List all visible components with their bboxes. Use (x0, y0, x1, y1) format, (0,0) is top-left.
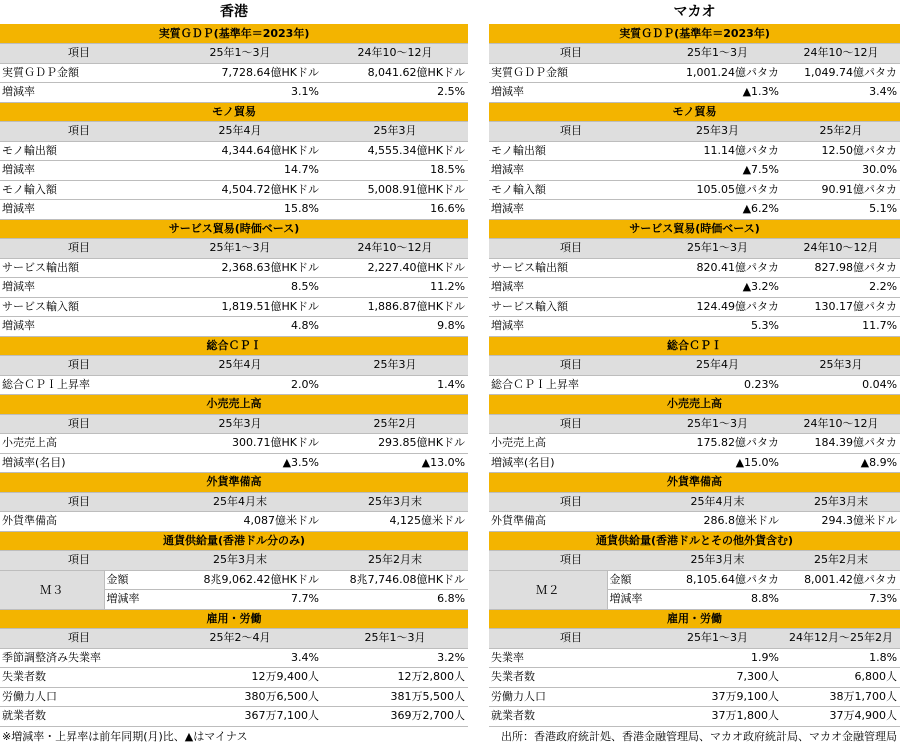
row-label: 失業率 (489, 648, 653, 668)
column-header-previous: 25年2月 (322, 414, 468, 434)
table-row (489, 258, 900, 278)
row-value-current: 820.41億パタカ (653, 258, 782, 278)
row-value-current: 3.1% (158, 83, 322, 103)
table-row (489, 278, 900, 298)
row-value-current: 8.8% (653, 590, 782, 610)
table-row (489, 83, 900, 103)
column-header-previous: 25年3月 (322, 122, 468, 142)
section-title: 通貨供給量(香港ドル分のみ) (0, 531, 468, 551)
row-value-current: 15.8% (158, 200, 322, 220)
column-header-item: 項目 (489, 492, 653, 512)
row-label: 外貨準備高 (489, 512, 653, 532)
row-label: 労働力人口 (0, 687, 158, 707)
row-label: 増減率 (489, 278, 653, 298)
column-header-current: 25年4月 (158, 356, 322, 376)
row-label: 増減率 (0, 278, 158, 298)
section-title: 総合ＣＰＩ (489, 336, 900, 356)
hong-kong-table (0, 24, 468, 727)
column-header-previous: 24年12月～25年2月 (782, 629, 900, 649)
column-header-previous: 24年10～12月 (322, 44, 468, 64)
column-header-row (0, 122, 468, 142)
row-value-current: 7,728.64億HKドル (158, 63, 322, 83)
column-header-item: 項目 (0, 629, 158, 649)
row-value-previous: 130.17億パタカ (782, 297, 900, 317)
row-value-current: 7,300人 (653, 668, 782, 688)
section-title: 実質ＧＤＰ(基準年＝2023年) (489, 24, 900, 44)
table-row (489, 161, 900, 181)
row-value-current: 7.7% (158, 590, 322, 610)
row-label: 総合ＣＰＩ上昇率 (489, 375, 653, 395)
table-row (0, 434, 468, 454)
row-value-previous: 8,001.42億パタカ (782, 570, 900, 590)
column-header-row (489, 356, 900, 376)
row-value-current: ▲3.2% (653, 278, 782, 298)
column-header-row (0, 239, 468, 259)
row-value-previous: 12万2,800人 (322, 668, 468, 688)
row-label: モノ輸出額 (489, 141, 653, 161)
column-header-item: 項目 (0, 551, 158, 571)
row-label: 増減率 (489, 200, 653, 220)
row-label: モノ輸出額 (0, 141, 158, 161)
row-label: モノ輸入額 (489, 180, 653, 200)
row-value-previous: 30.0% (782, 161, 900, 181)
row-value-current: 300.71億HKドル (158, 434, 322, 454)
row-label: 実質ＧＤＰ金額 (0, 63, 158, 83)
row-value-current: 1.9% (653, 648, 782, 668)
column-header-current: 25年1～3月 (653, 629, 782, 649)
row-value-current: ▲3.5% (158, 453, 322, 473)
row-label: 増減率 (489, 83, 653, 103)
column-header-item: 項目 (0, 122, 158, 142)
row-value-previous: 184.39億パタカ (782, 434, 900, 454)
column-header-row (0, 629, 468, 649)
row-value-current: 37万1,800人 (653, 707, 782, 727)
column-header-current: 25年1～3月 (158, 239, 322, 259)
row-label: 失業者数 (489, 668, 653, 688)
macau-panel (489, 0, 900, 727)
row-value-previous: 293.85億HKドル (322, 434, 468, 454)
table-row (489, 453, 900, 473)
hong-kong-title: 香港 (220, 4, 248, 20)
row-value-previous: 6,800人 (782, 668, 900, 688)
section-title: サービス貿易(時価ベース) (489, 219, 900, 239)
row-value-previous: 1,886.87億HKドル (322, 297, 468, 317)
table-row (489, 317, 900, 337)
macau-table (489, 24, 900, 727)
section-header (489, 24, 900, 44)
section-header (0, 336, 468, 356)
section-title: 実質ＧＤＰ(基準年＝2023年) (0, 24, 468, 44)
section-header (489, 609, 900, 629)
column-header-row (489, 44, 900, 64)
column-header-item: 項目 (489, 122, 653, 142)
column-header-item: 項目 (0, 492, 158, 512)
row-label: 就業者数 (0, 707, 158, 727)
row-value-previous: 2.2% (782, 278, 900, 298)
table-row (489, 687, 900, 707)
row-label: 小売売上高 (0, 434, 158, 454)
row-label: 増減率 (0, 200, 158, 220)
row-value-current: 2.0% (158, 375, 322, 395)
row-value-current: 3.4% (158, 648, 322, 668)
column-header-previous: 25年3月 (322, 356, 468, 376)
row-label: 労働力人口 (489, 687, 653, 707)
column-header-item: 項目 (489, 414, 653, 434)
column-header-current: 25年3月末 (653, 551, 782, 571)
section-header (0, 102, 468, 122)
row-value-current: ▲15.0% (653, 453, 782, 473)
table-row (0, 141, 468, 161)
row-value-previous: 369万2,700人 (322, 707, 468, 727)
row-label: 季節調整済み失業率 (0, 648, 158, 668)
table-row (0, 180, 468, 200)
column-header-previous: 25年2月 (782, 122, 900, 142)
column-header-item: 項目 (489, 44, 653, 64)
table-row (489, 434, 900, 454)
row-value-current: ▲7.5% (653, 161, 782, 181)
row-value-previous: 5.1% (782, 200, 900, 220)
table-row (489, 570, 900, 590)
column-header-row (489, 551, 900, 571)
row-label: 実質ＧＤＰ金額 (489, 63, 653, 83)
section-title: 雇用・労働 (0, 609, 468, 629)
column-header-row (0, 551, 468, 571)
row-value-previous: 18.5% (322, 161, 468, 181)
column-header-current: 25年4月末 (653, 492, 782, 512)
row-label: 増減率 (104, 590, 158, 610)
row-value-previous: 37万4,900人 (782, 707, 900, 727)
row-value-current: 37万9,100人 (653, 687, 782, 707)
section-title: 外貨準備高 (489, 473, 900, 493)
table-row (0, 668, 468, 688)
row-label: 小売売上高 (489, 434, 653, 454)
row-value-previous: 38万1,700人 (782, 687, 900, 707)
money-aggregate-label: Ｍ２ (489, 570, 607, 609)
column-header-previous: 25年3月 (782, 356, 900, 376)
row-label: 増減率 (489, 161, 653, 181)
column-header-row (489, 414, 900, 434)
row-label: 増減率 (0, 317, 158, 337)
section-header (489, 219, 900, 239)
row-label: サービス輸入額 (0, 297, 158, 317)
row-value-previous: 827.98億パタカ (782, 258, 900, 278)
column-header-current: 25年1～3月 (158, 44, 322, 64)
row-value-current: 175.82億パタカ (653, 434, 782, 454)
column-header-current: 25年3月末 (158, 551, 322, 571)
column-header-item: 項目 (489, 356, 653, 376)
column-header-current: 25年1～3月 (653, 414, 782, 434)
column-header-previous: 24年10～12月 (782, 239, 900, 259)
row-label: 増減率 (607, 590, 653, 610)
table-row (0, 258, 468, 278)
row-value-previous: 1,049.74億パタカ (782, 63, 900, 83)
row-value-current: 14.7% (158, 161, 322, 181)
row-value-previous: 0.04% (782, 375, 900, 395)
row-label: 総合ＣＰＩ上昇率 (0, 375, 158, 395)
row-value-previous: 90.91億パタカ (782, 180, 900, 200)
column-header-current: 25年1～3月 (653, 239, 782, 259)
column-header-previous: 24年10～12月 (322, 239, 468, 259)
section-title: サービス貿易(時価ベース) (0, 219, 468, 239)
column-header-previous: 24年10～12月 (782, 414, 900, 434)
row-value-current: 8兆9,062.42億HKドル (158, 570, 322, 590)
footnote: ※増減率・上昇率は前年同期(月)比、▲はマイナス (2, 730, 248, 743)
section-header (489, 336, 900, 356)
section-title: モノ貿易 (0, 102, 468, 122)
table-row (489, 375, 900, 395)
table-row (0, 297, 468, 317)
column-header-previous: 25年3月末 (322, 492, 468, 512)
row-value-current: 286.8億米ドル (653, 512, 782, 532)
row-value-previous: 8,041.62億HKドル (322, 63, 468, 83)
row-value-previous: 8兆7,746.08億HKドル (322, 570, 468, 590)
row-value-current: 5.3% (653, 317, 782, 337)
column-header-item: 項目 (0, 356, 158, 376)
row-label: 増減率(名目) (489, 453, 653, 473)
column-header-item: 項目 (489, 551, 653, 571)
row-value-previous: 4,125億米ドル (322, 512, 468, 532)
column-header-previous: 25年2月末 (782, 551, 900, 571)
row-value-current: 8,105.64億パタカ (653, 570, 782, 590)
row-label: 増減率 (0, 83, 158, 103)
row-value-current: 1,819.51億HKドル (158, 297, 322, 317)
row-label: 金額 (104, 570, 158, 590)
table-row (489, 648, 900, 668)
row-value-previous: 1.4% (322, 375, 468, 395)
column-header-row (0, 414, 468, 434)
column-header-current: 25年2～4月 (158, 629, 322, 649)
section-title: 小売売上高 (0, 395, 468, 415)
table-row (0, 687, 468, 707)
row-value-previous: 5,008.91億HKドル (322, 180, 468, 200)
column-header-item: 項目 (0, 414, 158, 434)
column-header-previous: 24年10～12月 (782, 44, 900, 64)
section-header (0, 395, 468, 415)
table-row (0, 453, 468, 473)
column-header-row (489, 629, 900, 649)
row-value-previous: 3.2% (322, 648, 468, 668)
column-header-current: 25年3月 (158, 414, 322, 434)
column-header-row (489, 239, 900, 259)
row-value-previous: ▲13.0% (322, 453, 468, 473)
row-value-previous: 11.7% (782, 317, 900, 337)
section-title: 総合ＣＰＩ (0, 336, 468, 356)
table-row (0, 648, 468, 668)
column-header-row (0, 492, 468, 512)
column-header-previous: 25年3月末 (782, 492, 900, 512)
section-header (0, 609, 468, 629)
row-value-current: 0.23% (653, 375, 782, 395)
row-value-current: 2,368.63億HKドル (158, 258, 322, 278)
section-title: 小売売上高 (489, 395, 900, 415)
row-label: 就業者数 (489, 707, 653, 727)
table-row (489, 668, 900, 688)
table-row (489, 512, 900, 532)
row-value-previous: 3.4% (782, 83, 900, 103)
table-row (0, 63, 468, 83)
column-header-current: 25年4月 (653, 356, 782, 376)
column-header-previous: 25年1～3月 (322, 629, 468, 649)
row-value-previous: 6.8% (322, 590, 468, 610)
column-header-row (489, 122, 900, 142)
column-header-row (0, 44, 468, 64)
row-value-previous: 1.8% (782, 648, 900, 668)
row-label: 金額 (607, 570, 653, 590)
column-header-row (489, 492, 900, 512)
table-row (0, 83, 468, 103)
row-value-previous: 7.3% (782, 590, 900, 610)
row-value-current: 124.49億パタカ (653, 297, 782, 317)
row-label: 失業者数 (0, 668, 158, 688)
row-value-current: 367万7,100人 (158, 707, 322, 727)
row-label: モノ輸入額 (0, 180, 158, 200)
column-header-item: 項目 (0, 239, 158, 259)
row-value-current: 1,001.24億パタカ (653, 63, 782, 83)
row-value-previous: 9.8% (322, 317, 468, 337)
row-value-current: 8.5% (158, 278, 322, 298)
source-note: 出所：香港政府統計処、香港金融管理局、マカオ政府統計局、マカオ金融管理局 (501, 730, 897, 743)
row-value-previous: 294.3億米ドル (782, 512, 900, 532)
section-header (489, 102, 900, 122)
row-value-previous: 4,555.34億HKドル (322, 141, 468, 161)
table-row (0, 200, 468, 220)
table-row (0, 278, 468, 298)
row-value-current: ▲1.3% (653, 83, 782, 103)
table-row (489, 63, 900, 83)
row-value-current: 12万9,400人 (158, 668, 322, 688)
row-value-previous: 11.2% (322, 278, 468, 298)
table-row (489, 297, 900, 317)
row-value-current: 380万6,500人 (158, 687, 322, 707)
row-value-previous: 2,227.40億HKドル (322, 258, 468, 278)
row-label: サービス輸入額 (489, 297, 653, 317)
section-title: 雇用・労働 (489, 609, 900, 629)
row-value-current: 11.14億パタカ (653, 141, 782, 161)
section-header (489, 531, 900, 551)
column-header-item: 項目 (0, 44, 158, 64)
column-header-current: 25年3月 (653, 122, 782, 142)
row-value-current: ▲6.2% (653, 200, 782, 220)
table-row (0, 707, 468, 727)
section-title: 通貨供給量(香港ドルとその他外貨含む) (489, 531, 900, 551)
column-header-current: 25年1～3月 (653, 44, 782, 64)
section-header (0, 473, 468, 493)
column-header-row (0, 356, 468, 376)
table-row (489, 200, 900, 220)
row-value-previous: 12.50億パタカ (782, 141, 900, 161)
money-aggregate-label: Ｍ３ (0, 570, 104, 609)
row-value-current: 4,087億米ドル (158, 512, 322, 532)
row-value-previous: 381万5,500人 (322, 687, 468, 707)
row-label: 増減率 (0, 161, 158, 181)
section-header (0, 219, 468, 239)
column-header-previous: 25年2月末 (322, 551, 468, 571)
table-row (0, 512, 468, 532)
row-value-current: 105.05億パタカ (653, 180, 782, 200)
section-header (0, 531, 468, 551)
column-header-item: 項目 (489, 239, 653, 259)
row-value-current: 4,344.64億HKドル (158, 141, 322, 161)
table-row (489, 141, 900, 161)
table-row (489, 707, 900, 727)
row-value-current: 4,504.72億HKドル (158, 180, 322, 200)
table-row (0, 161, 468, 181)
macau-title: マカオ (673, 4, 716, 20)
section-title: モノ貿易 (489, 102, 900, 122)
row-value-previous: ▲8.9% (782, 453, 900, 473)
section-header (489, 395, 900, 415)
row-label: 外貨準備高 (0, 512, 158, 532)
table-row (0, 570, 468, 590)
column-header-current: 25年4月 (158, 122, 322, 142)
table-row (489, 180, 900, 200)
table-row (0, 317, 468, 337)
column-header-current: 25年4月末 (158, 492, 322, 512)
row-label: サービス輸出額 (489, 258, 653, 278)
section-title: 外貨準備高 (0, 473, 468, 493)
section-header (0, 24, 468, 44)
table-row (0, 375, 468, 395)
row-label: 増減率(名目) (0, 453, 158, 473)
column-header-item: 項目 (489, 629, 653, 649)
row-label: サービス輸出額 (0, 258, 158, 278)
row-value-previous: 16.6% (322, 200, 468, 220)
row-label: 増減率 (489, 317, 653, 337)
section-header (489, 473, 900, 493)
row-value-previous: 2.5% (322, 83, 468, 103)
row-value-current: 4.8% (158, 317, 322, 337)
